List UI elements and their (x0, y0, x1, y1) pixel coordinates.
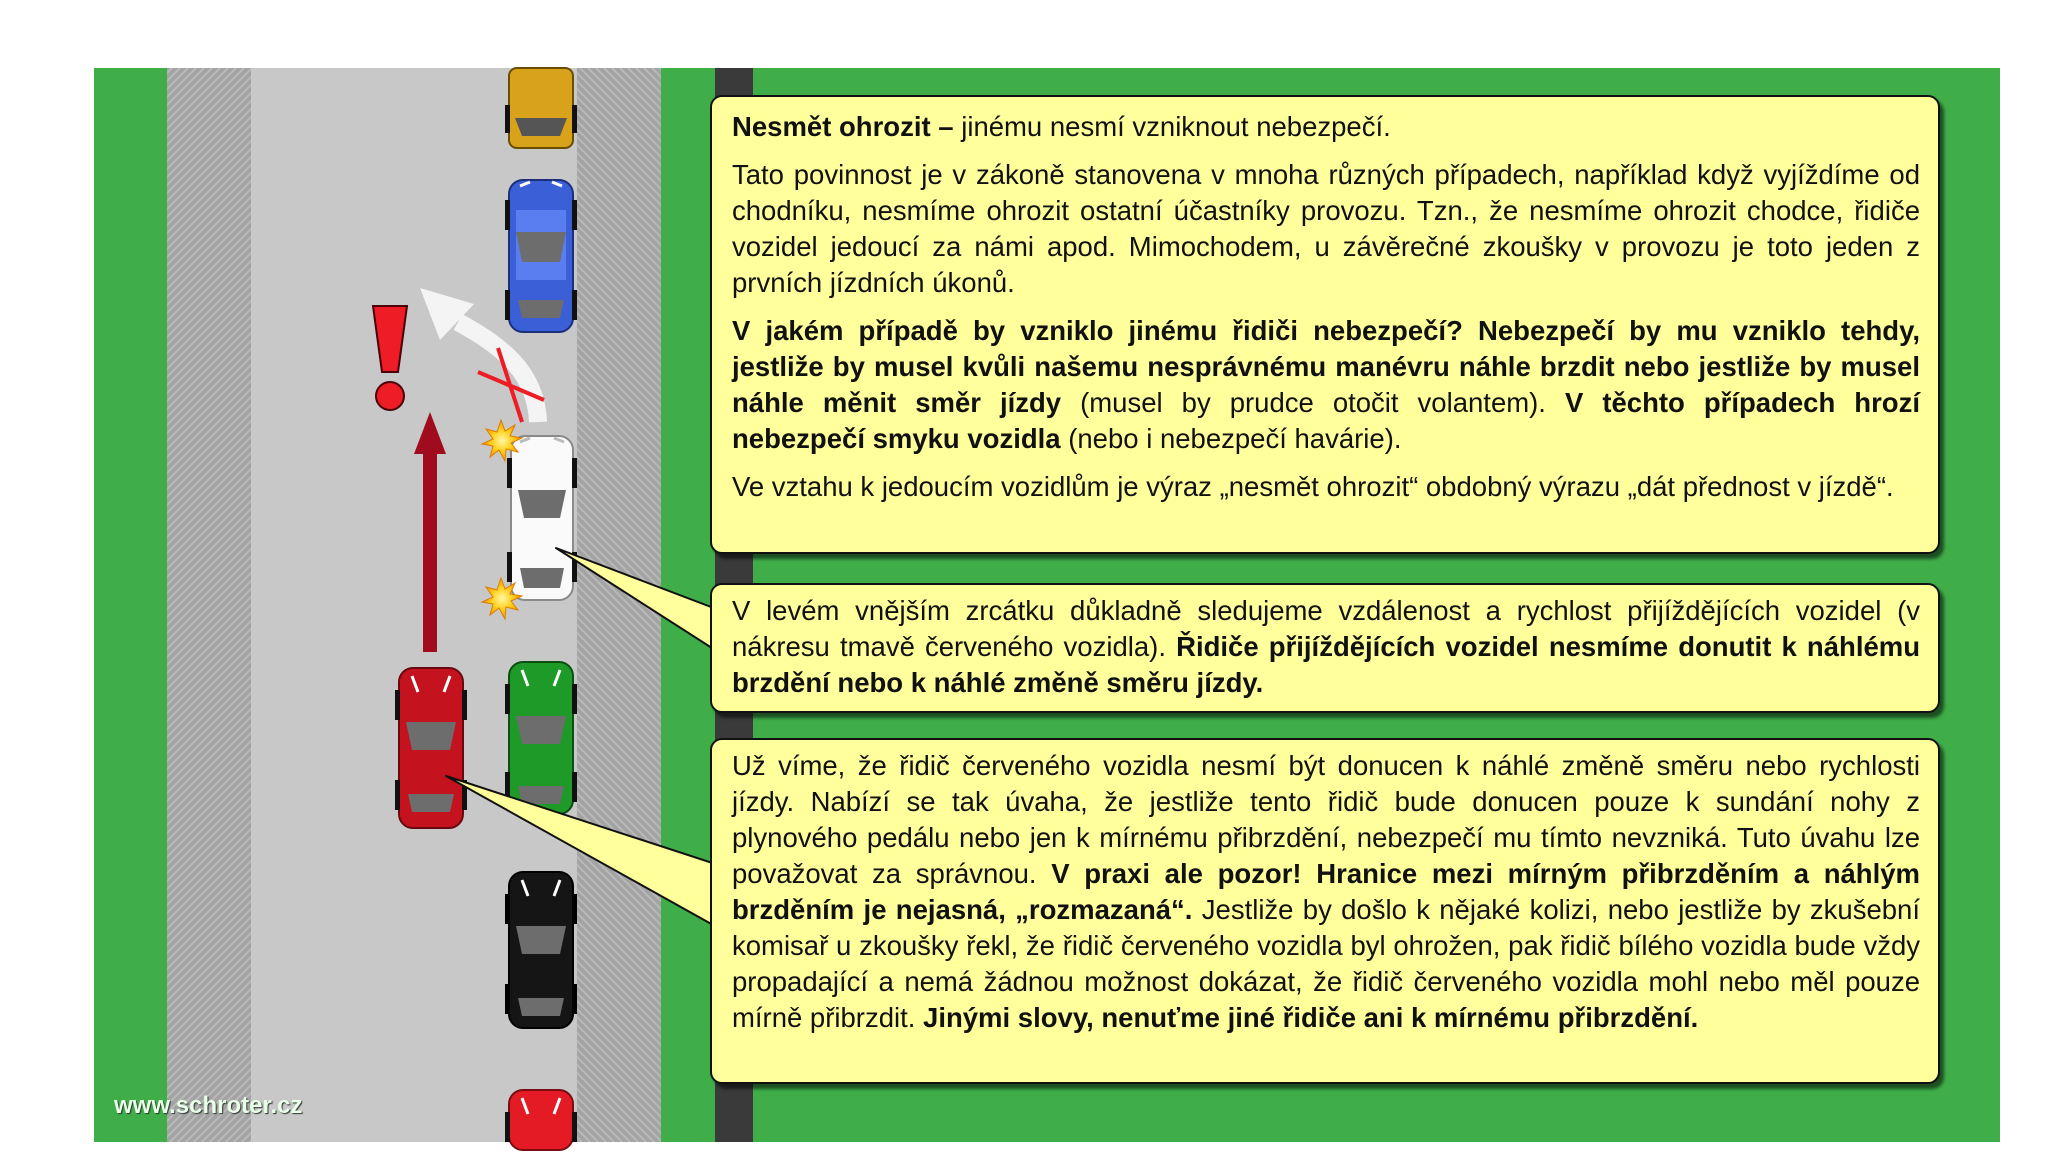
callout3-bold-2: Jinými slovy, nenuťme jiné řidiče ani k mírnému přibrzdění. (923, 1002, 1699, 1033)
callout2-bold: Řidiče přijíždějících vozidel nesmíme donutit k náhlému brzdění nebo k náhlé změně směru jízdy. (732, 631, 1920, 698)
callout1-p3-text-2: (nebo i nebezpečí havárie). (1060, 423, 1402, 454)
red-car-bottom (505, 1090, 577, 1150)
callout1-heading: Nesmět ohrozit – (732, 111, 954, 142)
callout-nesmet-ohrozit (710, 95, 1940, 554)
callout3-text-1: Už víme, že řidič červeného vozidla nesmí být donucen k náhlé změně směru nebo rychlosti jízdy. Nabízí se tak úvaha, že jestliže tento řidič bude donucen pouze k sundání nohy z plynového pedálu nebo jen k mírnému přibrzdění, nebezpečí mu tímto nevzniká. Tuto úvahu lze považovat za správnou. (732, 750, 1920, 889)
callout1-paragraph-3 (732, 313, 1920, 457)
callout3-paragraph (732, 748, 1920, 1036)
callout3-text-2: Jestliže by došlo k nějaké kolizi, nebo jestliže by zkušební komisař u zkoušky řekl, že řidič červeného vozidla byl ohrožen, pak řidič bílého vozidla bude vždy propadající a nemá žádnou možnost dokázat, že řidič červeného vozidla mohl nebo měl pouze mírně přibrzdit. (732, 894, 1920, 1033)
white-car (507, 436, 577, 600)
callout3-bold-1: V praxi ale pozor! Hranice mezi mírným přibrzděním a náhlým brzděním je nejasná, „rozmazaná“. (732, 858, 1920, 925)
callout1-p3-bold-1: V jakém případě by vzniklo jinému řidiči nebezpečí? Nebezpečí by mu vzniklo tehdy, jestliže by musel kvůli našemu nesprávnému manévru náhle brzdit nebo jestliže by musel náhle měnit směr jízdy (732, 315, 1920, 418)
dark-red-car (395, 668, 467, 828)
callout1-p3-text-1: (musel by prudce otočit volantem). (1061, 387, 1565, 418)
callout1-heading-text: jinému nesmí vzniknout nebezpečí. (953, 111, 1391, 142)
black-car (505, 872, 577, 1028)
callout-v-praxi (710, 738, 1940, 1084)
callout2-text: V levém vnějším zrcátku důkladně sledujeme vzdálenost a rychlost přijíždějících vozidel (v nákresu tmavě červeného vozidla). (732, 595, 1920, 662)
watermark: www.schroter.cz (114, 1092, 303, 1119)
left-curb (167, 68, 251, 1142)
callout1-paragraph-4: Ve vztahu k jedoucím vozidlům je výraz „nesmět ohrozit“ obdobný výrazu „dát přednost v jízdě“. (732, 471, 1894, 502)
green-car (505, 662, 577, 814)
orange-car (505, 68, 577, 148)
callout-zrcatko (710, 583, 1940, 713)
callout1-heading-paragraph (732, 109, 1920, 145)
blue-car (505, 180, 577, 332)
callout2-paragraph (732, 593, 1920, 701)
callout1-paragraph-2: Tato povinnost je v zákoně stanovena v mnoha různých případech, například když vyjíždíme od chodníku, nesmíme ohrozit ostatní účastníky provozu. Tzn., že nesmíme ohrozit chodce, řidiče vozidel jedoucí za námi apod. Mimochodem, u závěrečné zkoušky v provozu je toto jeden z prvních jízdních úkonů. (732, 159, 1920, 298)
callout1-p3-bold-2: V těchto případech hrozí nebezpečí smyku vozidla (732, 387, 1920, 454)
